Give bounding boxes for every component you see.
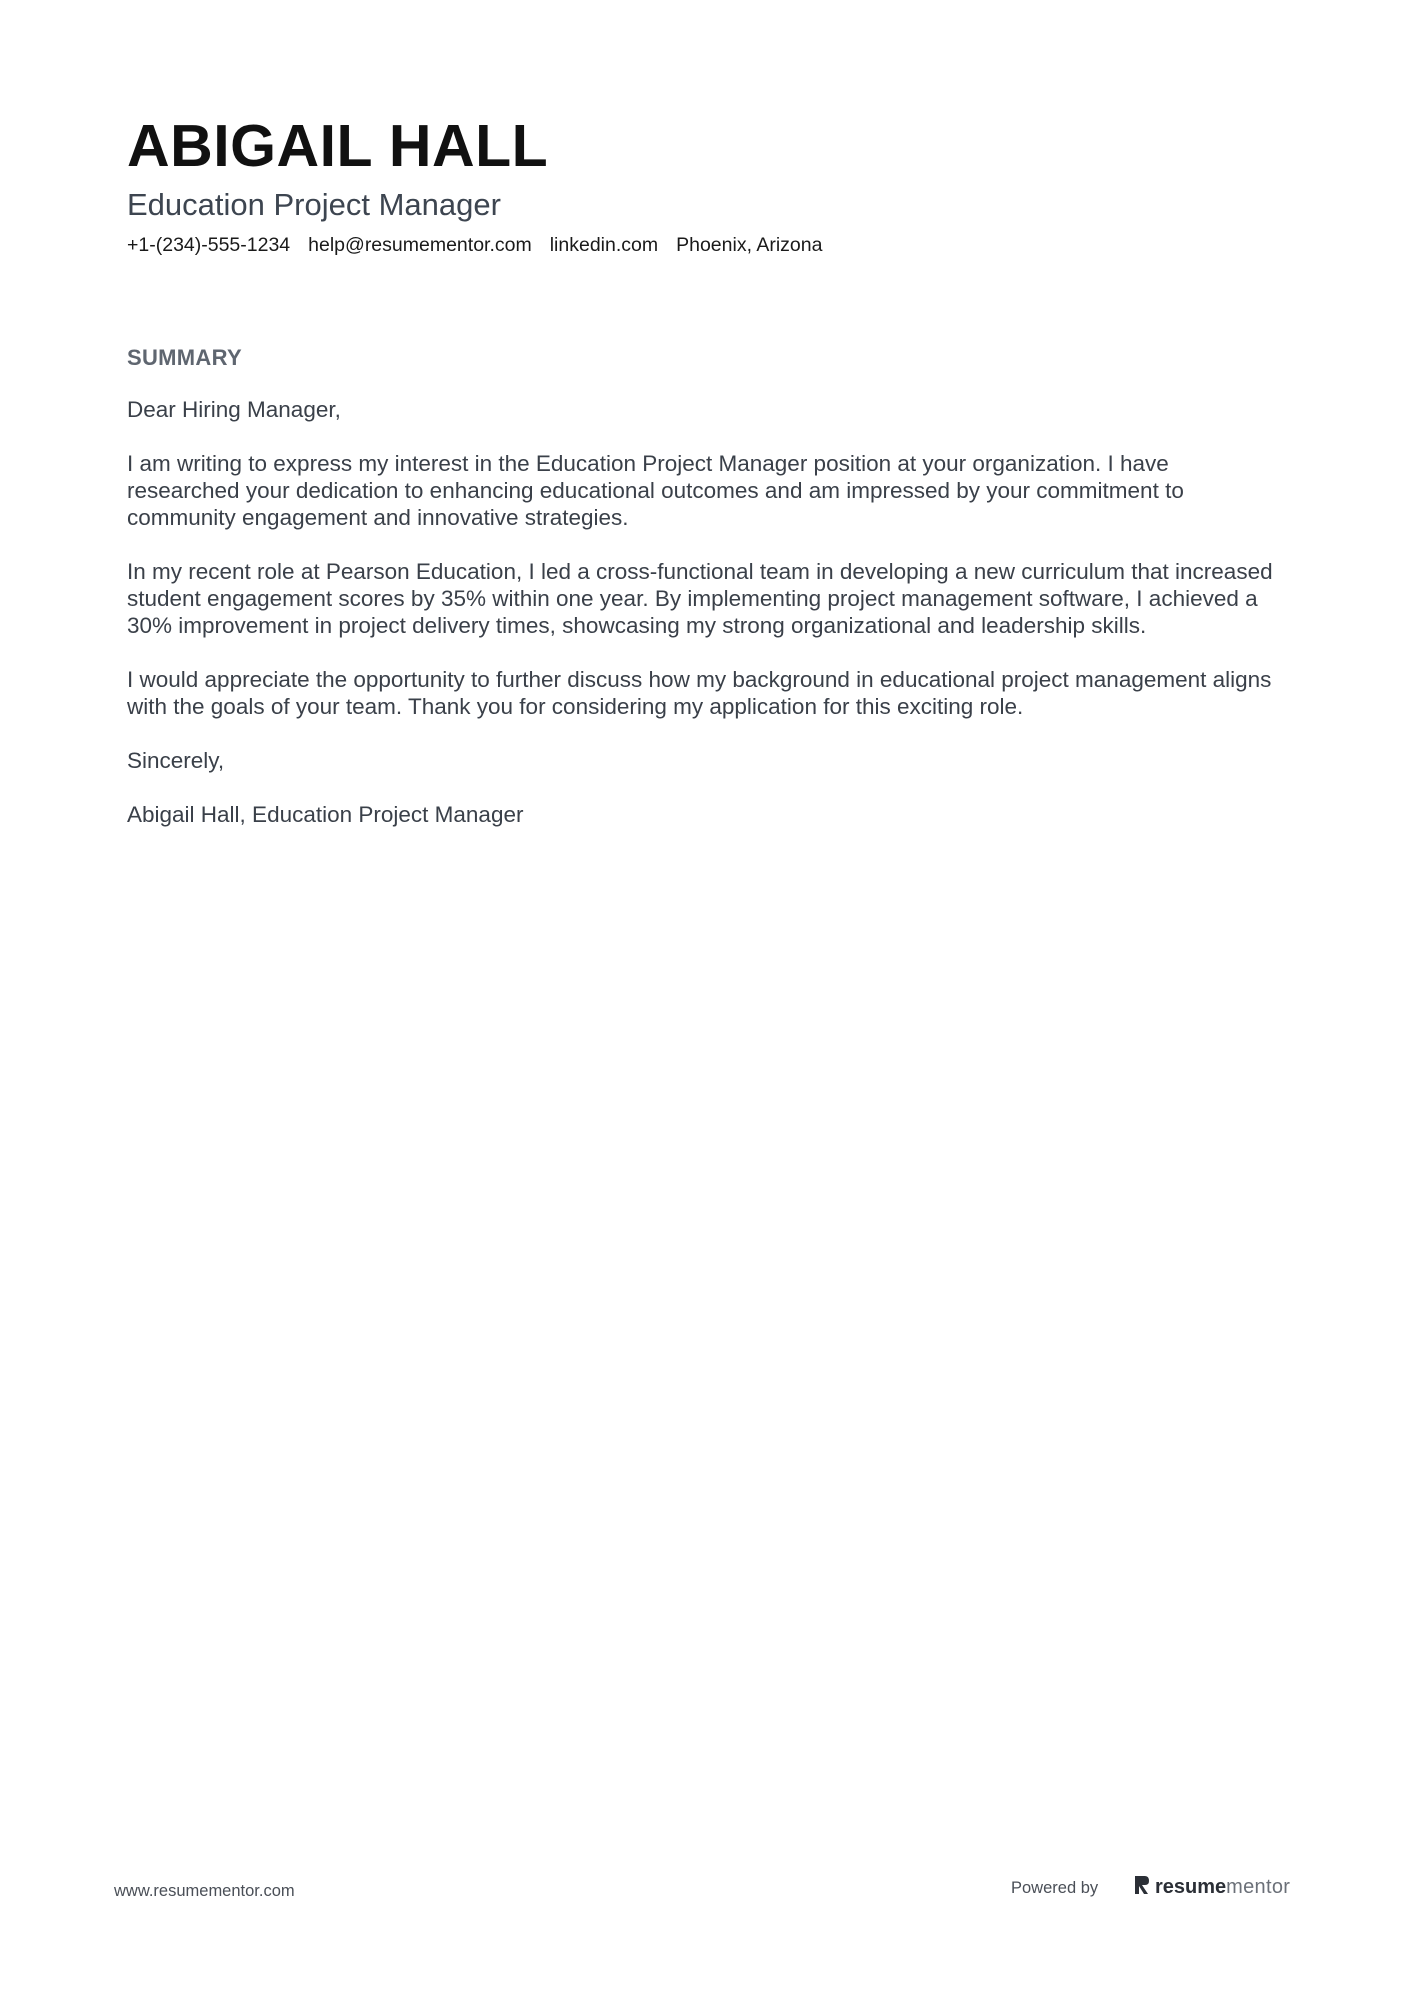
location: Phoenix, Arizona [676, 234, 823, 256]
paragraph-closing: I would appreciate the opportunity to further discuss how my background in educational project management aligns with the goals of your team. Thank you for considering my application for this exciting role. [127, 667, 1272, 719]
brand-logo [1133, 1873, 1290, 1901]
letter-body [127, 396, 1287, 855]
paragraph-experience: In my recent role at Pearson Education, I led a cross-functional team in developing a new curriculum that increased student engagement scores by 35% within one year. By implementing project management software, I achieved a 30% improvement in project delivery times, showcasing my strong organizational and leadership skills. [127, 559, 1273, 638]
brand-wordmark-light: mentor [1226, 1876, 1291, 1898]
phone-number: +1-(234)-555-1234 [127, 234, 291, 256]
signature: Abigail Hall, Education Project Manager [127, 802, 524, 827]
applicant-title: Education Project Manager [127, 187, 501, 222]
applicant-name: ABIGAIL HALL [127, 113, 549, 179]
summary-heading: SUMMARY [127, 345, 242, 370]
salutation: Dear Hiring Manager, [127, 397, 341, 422]
brand-wordmark [1155, 1874, 1290, 1900]
brand-wordmark-bold: resume [1155, 1876, 1227, 1898]
paragraph-intro: I am writing to express my interest in the Education Project Manager position at your organization. I have researched your dedication to enhancing educational outcomes and am impressed by your commitment to community engagement and innovative strategies. [127, 451, 1184, 530]
contact-line [127, 232, 822, 258]
resumementor-logo-icon [1133, 1874, 1151, 1901]
powered-by-label: Powered by [1011, 1879, 1099, 1897]
closing: Sincerely, [127, 748, 225, 773]
email-address: help@resumementor.com [308, 234, 532, 256]
footer-website: www.resumementor.com [114, 1882, 295, 1900]
linkedin-link: linkedin.com [549, 234, 659, 256]
